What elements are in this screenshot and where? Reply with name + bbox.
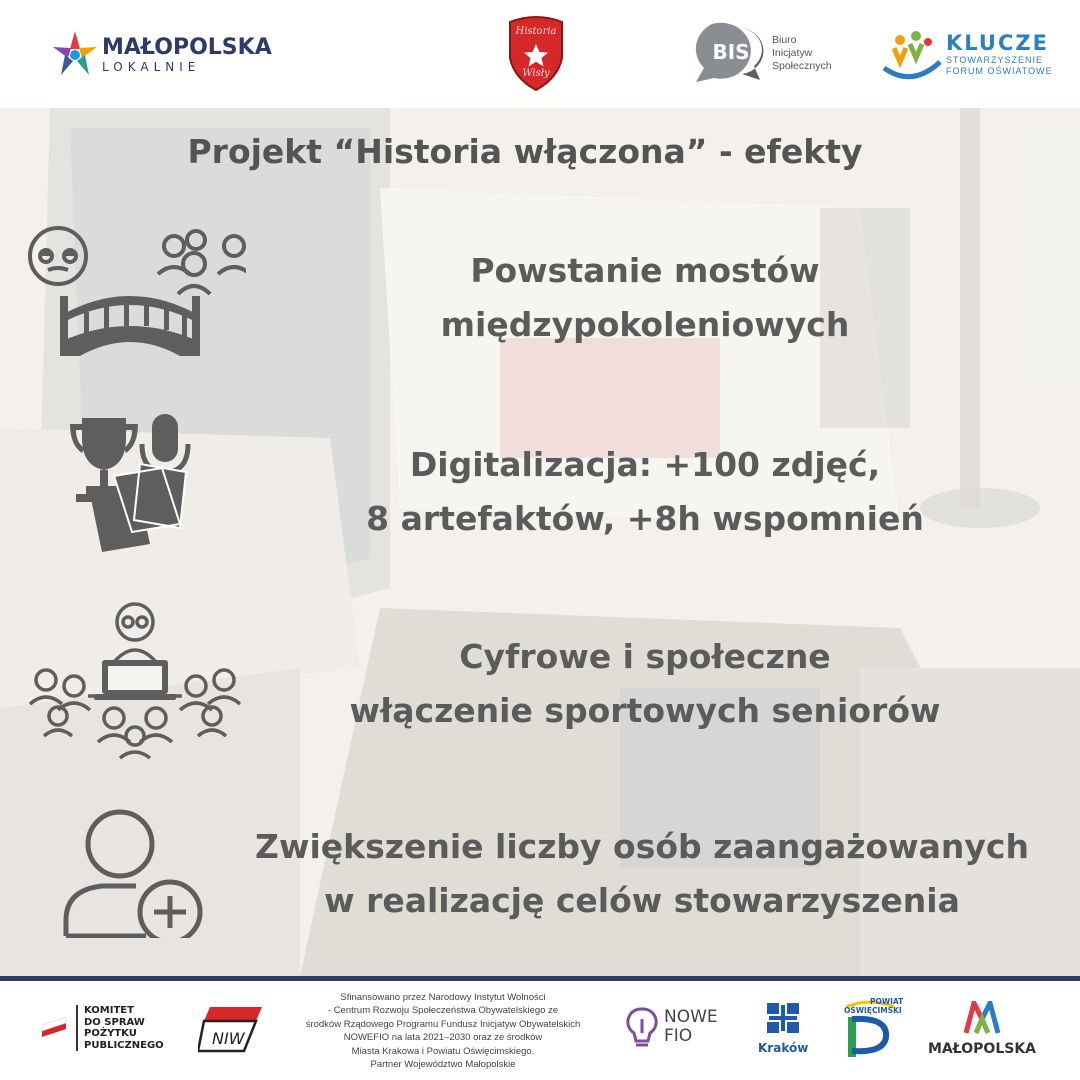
effect-bridges-line1: Powstanie mostów (470, 251, 820, 290)
bis-badge: BIS (712, 40, 750, 64)
effect-engagement-line1: Zwiększenie liczby osób zaangażowanych (255, 827, 1029, 866)
funding-line-6: Partner Województwo Małopolskie (370, 1059, 516, 1071)
krakow-emblem-icon (765, 1001, 801, 1035)
nowefio-logo (626, 1005, 718, 1049)
komitet-logo (40, 1005, 164, 1051)
komitet-line4: PUBLICZNEGO (84, 1039, 164, 1051)
nowefio-line2: FIO (664, 1026, 693, 1046)
funding-statement (288, 991, 598, 1071)
klucze-name: KLUCZE (946, 31, 1049, 55)
effect-bridges-text (340, 244, 950, 352)
effect-digitalization-line2: 8 artefaktów, +8h wspomnień (366, 499, 924, 538)
effect-engagement-line2: w realizację celów stowarzyszenia (324, 881, 960, 920)
bis-line2: Inicjatyw (772, 46, 813, 59)
niw-logo (198, 1005, 264, 1053)
header-logos (0, 0, 1080, 108)
effect-bridges-line2: międzypokoleniowych (440, 305, 850, 344)
komitet-line3: POŻYTKU (84, 1028, 137, 1039)
historia-wisly-line2: Wisły (522, 68, 550, 79)
funding-line-2: - Centrum Rozwoju Społeczeństwa Obywatelskiego ze (327, 1005, 559, 1017)
effect-inclusion-line2: włączenie sportowych seniorów (349, 691, 941, 730)
funding-line-1: Sfinansowano przez Narodowy Instytut Wolności (340, 992, 546, 1003)
page-title: Projekt “Historia włączona” - efekty (187, 132, 863, 171)
bis-line1: Biuro (772, 33, 797, 46)
malopolska-text: MAŁOPOLSKA (928, 1041, 1037, 1057)
historia-wisly-line1: Historia (515, 26, 557, 37)
powiat-oswiecimski-logo (842, 997, 904, 1061)
add-person-icon (62, 808, 204, 938)
effect-inclusion-text (320, 630, 970, 738)
powiat-line2: OŚWIĘCIMSKI (844, 1006, 902, 1015)
effect-digitalization-text (330, 438, 960, 546)
malopolska-lokalnie-logo (52, 28, 272, 82)
niw-text: NIW (212, 1029, 245, 1048)
krakow-logo (758, 1001, 808, 1055)
main-content (0, 108, 1080, 976)
effect-engagement-text (214, 820, 1070, 928)
malopolska-m-icon (962, 1001, 1002, 1035)
funding-line-4: NOWEFIO na lata 2021–2030 oraz ze środków (343, 1032, 543, 1044)
effect-inclusion-line1: Cyfrowe i społeczne (459, 637, 831, 676)
klucze-line2: FORUM OŚWIATOWE (946, 66, 1053, 76)
malopolska-lokalnie-line1: MAŁOPOLSKA (102, 35, 272, 60)
klucze-line1: STOWARZYSZENIE (946, 55, 1044, 65)
komitet-line1: KOMITET (84, 1005, 134, 1016)
komitet-line2: DO SPRAW (84, 1016, 145, 1028)
krakow-text: Kraków (758, 1041, 809, 1055)
malopolska-lokalnie-line2: LOKALNIE (102, 60, 201, 74)
senior-laptop-group-icon (18, 600, 252, 760)
funding-line-3: środków Rządowego Programu Fundusz Inicjatyw Obywatelskich (305, 1018, 581, 1030)
malopolska-star-icon (52, 28, 98, 82)
klucze-figures-icon (882, 28, 942, 80)
effect-digitalization-line1: Digitalizacja: +100 zdjęć, (409, 445, 881, 484)
footer-logos (0, 981, 1080, 1080)
funding-line-5: Miasta Krakowa i Powiatu Oświęcimskiego. (351, 1045, 535, 1057)
nowefio-line1: NOWE (664, 1007, 718, 1027)
historia-wisly-shield-logo (506, 14, 566, 92)
bis-line3: Społecznych (772, 59, 832, 72)
nowefio-bulb-icon (626, 1005, 658, 1049)
trophy-microphone-photos-icon (62, 414, 212, 554)
powiat-line1: POWIAT (870, 997, 904, 1006)
bis-logo (694, 22, 832, 84)
malopolska-logo (928, 1001, 1036, 1057)
bridge-generations-icon (24, 226, 246, 358)
klucze-logo (882, 28, 1053, 80)
polish-flag-icon (40, 1017, 68, 1039)
